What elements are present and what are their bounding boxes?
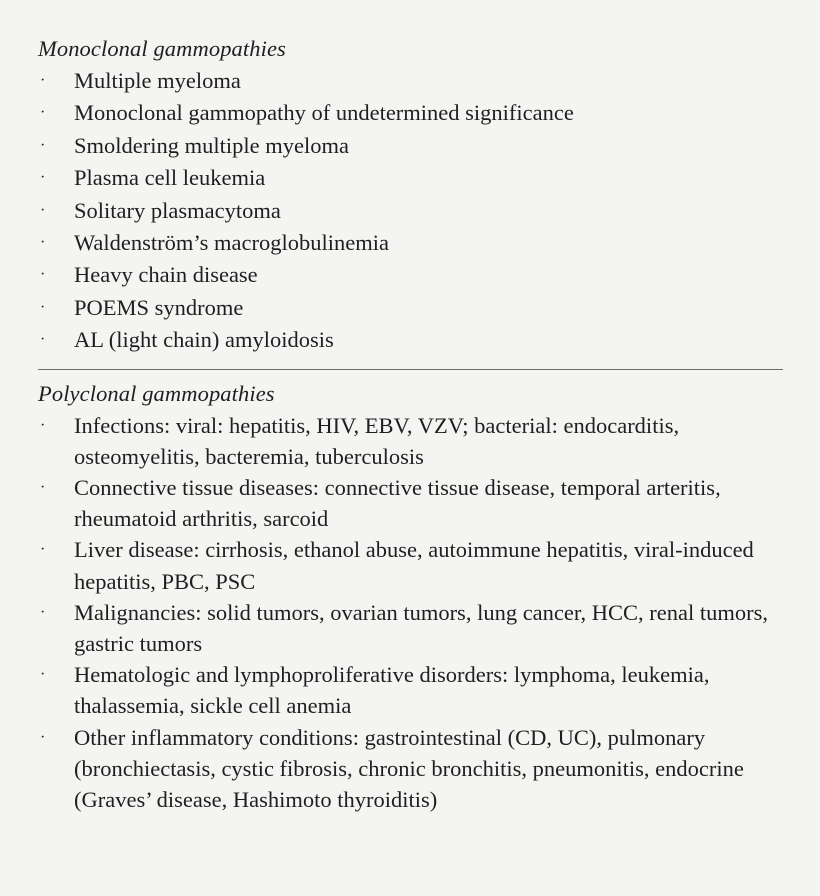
list-item [38,472,796,534]
bullet-icon: · [40,104,46,122]
bullet-icon: · [40,201,46,219]
list-item-label: Plasma cell leukemia [74,165,266,191]
list-item [38,324,783,356]
list-item-label: POEMS syndrome [74,294,244,320]
list-item [38,659,796,721]
list-item [38,130,783,162]
bullet-icon: · [40,266,46,284]
list-item [38,162,783,194]
bullet-icon: · [40,331,46,349]
list-item-label: Smoldering multiple myeloma [74,132,349,158]
list-item-label: Multiple myeloma [74,68,241,93]
section-monoclonal-gammopathies [38,34,783,357]
gammopathy-table [38,34,783,815]
list-item-label: Heavy chain disease [74,262,258,288]
list-item [38,227,783,259]
bullet-icon: · [40,541,46,559]
list-item-label: Solitary plasmacytoma [74,197,281,223]
list-item-label: AL (light chain) amyloidosis [74,327,334,353]
list-item [38,97,783,129]
section-heading-polyclonal: Polyclonal gammopathies [38,380,275,406]
bullet-icon: · [40,298,46,316]
polyclonal-item-list [38,410,783,816]
list-item-label: Malignancies: solid tumors, ovarian tumors, lung cancer, HCC, renal tumors, gastric tumors [74,599,768,657]
bullet-icon: · [40,136,46,154]
monoclonal-item-list [38,65,783,357]
list-item [38,65,783,97]
list-item [38,195,783,227]
bullet-icon: · [40,728,46,746]
list-item-label: Monoclonal gammopathy of undetermined significance [74,100,574,126]
bullet-icon: · [40,234,46,252]
list-item [38,259,783,291]
list-item-label: Other inflammatory conditions: gastrointestinal (CD, UC), pulmonary (bronchiectasis, cystic fibrosis, chronic bronchitis, pneumonitis, endocrine (Graves’ disease, Hashimoto thyroiditis) [74,724,744,813]
list-item [38,534,796,596]
list-item-label: Connective tissue diseases: connective tissue disease, temporal arteritis, rheumatoid arthritis, sarcoid [74,475,721,532]
bullet-icon: · [40,666,46,684]
bullet-icon: · [40,416,46,434]
list-item [38,410,796,472]
list-item-label: Hematologic and lymphoproliferative disorders: lymphoma, leukemia, thalassemia, sickle cell anemia [74,662,710,719]
list-item [38,292,783,324]
bullet-icon: · [40,479,46,497]
bullet-icon: · [40,72,46,89]
list-item-label: Waldenström’s macroglobulinemia [74,230,389,256]
section-polyclonal-gammopathies [38,379,783,816]
bullet-icon: · [40,169,46,187]
section-heading-monoclonal: Monoclonal gammopathies [38,36,286,61]
list-item-label: Liver disease: cirrhosis, ethanol abuse, autoimmune hepatitis, viral-induced hepatitis, PBC, PSC [74,537,754,594]
list-item [38,597,796,659]
section-divider [38,369,783,370]
list-item-label: Infections: viral: hepatitis, HIV, EBV, VZV; bacterial: endocarditis, osteomyelitis, bacteremia, tuberculosis [74,412,680,469]
bullet-icon: · [40,603,46,621]
list-item [38,722,796,816]
